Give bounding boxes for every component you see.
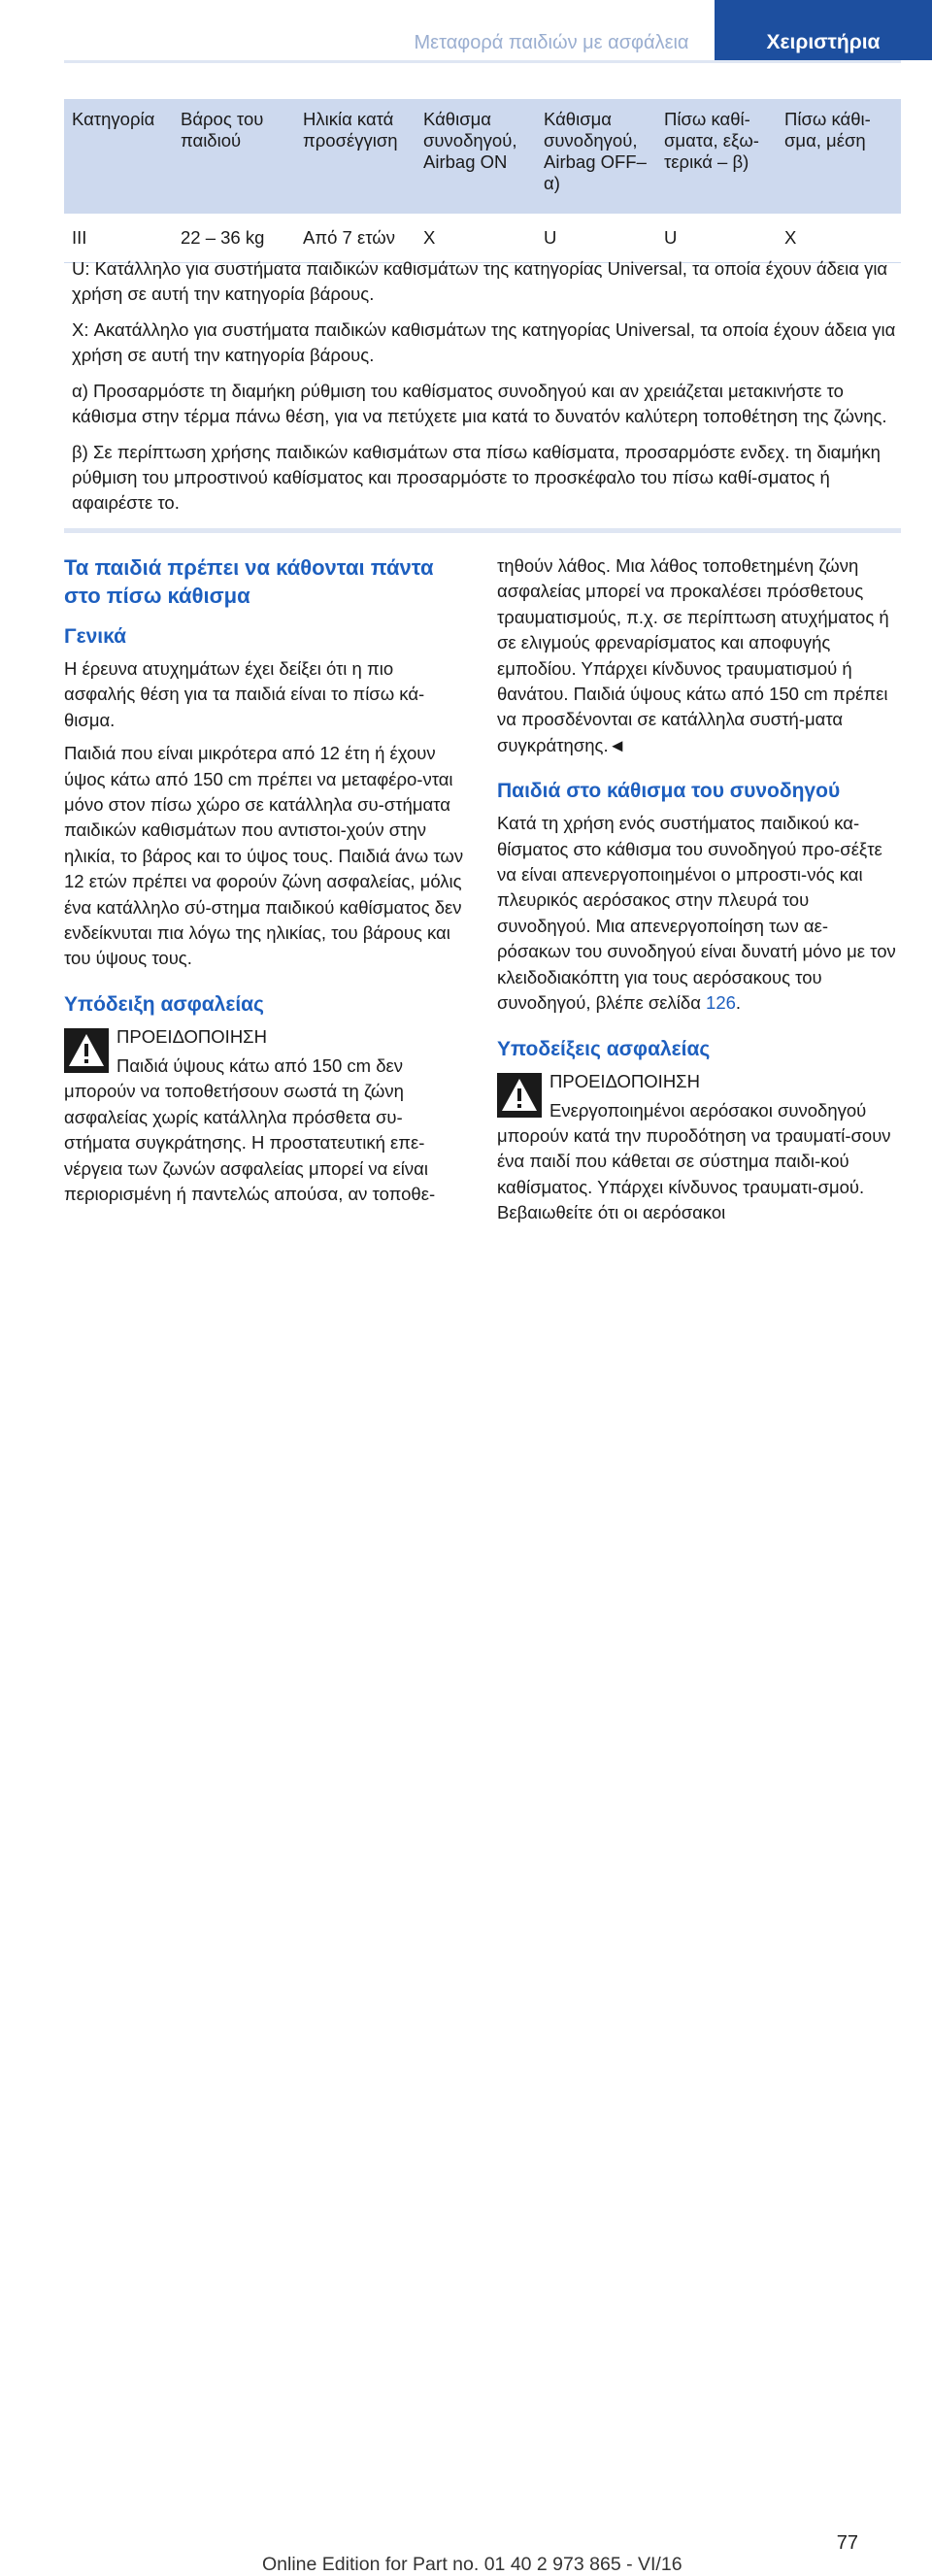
safety-note-heading: Υπόδειξη ασφαλείας: [64, 992, 264, 1016]
note-beta: β) Σε περίπτωση χρήσης παιδικών καθισμάτων στα πίσω καθίσματα, προσαρμόστε ενδεχ. τη διαμήκη ρύθμιση του μπροστινού καθίσματος και προσαρμόστε το προσκέφαλο του πίσω καθί-σματος ή αφαιρέστε το.: [72, 442, 881, 513]
passenger-paragraph: [497, 811, 901, 1016]
warning-text: Ενεργοποιημένοι αερόσακοι συνοδηγού μπορούν κατά την πυροδότηση να τραυματί-σουν ένα παιδί που κάθεται σε σύστημα παιδι-κού καθίσματος. Υπάρχει κίνδυνος τραυματι-σμού. Βεβαιωθείτε ότι οι αερόσακοι: [497, 1099, 891, 1223]
header-passenger-airbag-off: Κάθισμα συνοδηγού, Airbag OFF– α): [536, 99, 656, 214]
table-cell: X: [416, 214, 536, 263]
table-notes: [64, 256, 901, 526]
header-divider: [64, 60, 901, 63]
table-cell: U: [536, 214, 656, 263]
note-u: U: Κατάλληλο για συστήματα παιδικών καθισμάτων της κατηγορίας Universal, τα οποία έχουν άδεια για χρήση σε αυτή την κατηγορία βάρους.: [72, 258, 888, 304]
passenger-seat-heading: Παιδιά στο κάθισμα του συνοδηγού: [497, 780, 841, 803]
general-heading: Γενικά: [64, 625, 127, 648]
warning-text: Παιδιά ύψους κάτω από 150 cm δεν μπορούν να τοποθετήσουν σωστά τη ζώνη ασφαλείας χωρίς κατάλληλα πρόσθετα συ-στήματα συγκράτησης. Η προστατευτική επε-νέργεια των ζωνών ασφαλείας μπορεί να είναι περιορισμένη ή παντελώς απούσα, αν τοποθε-: [64, 1054, 436, 1204]
note-x: X: Ακατάλληλο για συστήματα παιδικών καθισμάτων της κατηγορίας Universal, τα οποία έχουν άδεια για χρήση σε αυτή την κατηγορία βάρους.: [72, 319, 896, 365]
left-column: [64, 553, 468, 1215]
warning-label: ΠΡΟΕΙΔΟΠΟΙΗΣΗ: [116, 1025, 267, 1047]
table-row: [64, 214, 901, 263]
edition-note: Online Edition for Part no. 01 40 2 973 865 - VI/16: [262, 2554, 682, 2575]
page-number: 77: [836, 2532, 858, 2554]
chapter-tab[interactable]: Χειριστήρια: [715, 0, 932, 60]
child-seat-table: [64, 99, 901, 263]
table-cell: U: [656, 214, 777, 263]
page-reference-link[interactable]: 126: [706, 992, 736, 1014]
warning-triangle-icon: [64, 1028, 109, 1073]
general-paragraph-2: Παιδιά που είναι μικρότερα από 12 έτη ή έχουν ύψος κάτω από 150 cm πρέπει να μεταφέρο-νται μόνο στον πίσω χώρο σε κατάλληλα συ-στήματα παιδικών καθισμάτων που αντιστοι-χούν στην ηλικία, το βάρος και το ύψος τους. Παιδιά άνω των 12 ετών πρέπει να φορούν ζώνη ασφαλείας, μόλις ένα κατάλληλο σύ-στημα παιδικού καθίσματος δεν ενδείκνυται πια λόγω της ηλικίας, του βάρους και του ύψους τους.: [64, 743, 464, 969]
section-title: Μεταφορά παιδιών με ασφάλεια: [414, 32, 689, 53]
page-footer: [0, 1253, 932, 2575]
passenger-text-end: .: [735, 992, 742, 1014]
table-cell: X: [777, 214, 901, 263]
header-rear-middle-seat: Πίσω κάθι-σμα, μέση: [777, 99, 901, 214]
header-category: Κατηγορία: [64, 99, 173, 214]
table-header-row: [64, 99, 901, 214]
note-alpha: α) Προσαρμόστε τη διαμήκη ρύθμιση του καθίσματος συνοδηγού και αν χρειάζεται μετακινήστε το κάθισμα στην τέρμα πάνω θέση, για να πετύχετε μια κατά το δυνατόν καλύτερη τοποθέτηση της ζώνης.: [72, 381, 887, 426]
general-paragraph-1: Η έρευνα ατυχημάτων έχει δείξει ότι η πιο ασφαλής θέση για τα παιδιά είναι το πίσω κά-θισμα.: [64, 658, 425, 730]
warning-label: ΠΡΟΕΙΔΟΠΟΙΗΣΗ: [549, 1070, 700, 1091]
right-column: [497, 553, 901, 1234]
header-rear-outer-seats: Πίσω καθί-σματα, εξω-τερικά – β): [656, 99, 777, 214]
table-end-divider: [64, 528, 901, 533]
warning-continuation: τηθούν λάθος. Μια λάθος τοποθετημένη ζώνη ασφαλείας μπορεί να προκαλέσει πρόσθετους τραυματισμούς, π.χ. σε περίπτωση ατυχήματος ή σε ελιγμούς φρεναρίσματος και αποφυγής εμποδίου. Υπάρχει κίνδυνος τραυματισμού ή θανάτου. Παιδιά ύψους κάτω από 150 cm πρέπει να προσδένονται σε κατάλληλα συστή-ματα συγκράτησης.◄: [497, 555, 889, 755]
page-header: [0, 0, 932, 60]
table-cell: 22 – 36 kg: [173, 214, 295, 263]
section-heading: Τα παιδιά πρέπει να κάθονται πάντα στο πίσω κάθισμα: [64, 555, 434, 608]
header-child-weight: Βάρος του παιδιού: [173, 99, 295, 214]
table-cell: III: [64, 214, 173, 263]
safety-notes-heading: Υποδείξεις ασφαλείας: [497, 1037, 711, 1060]
header-passenger-airbag-on: Κάθισμα συνοδηγού, Airbag ON: [416, 99, 536, 214]
table-cell: Από 7 ετών: [295, 214, 416, 263]
warning-triangle-icon: [497, 1073, 542, 1118]
header-approx-age: Ηλικία κατά προσέγγιση: [295, 99, 416, 214]
passenger-text: Κατά τη χρήση ενός συστήματος παιδικού κα-θίσματος στο κάθισμα του συνοδηγού προ-σέξτε να είναι απενεργοποιημένοι ο μπροστι-νός και πλευρικός αερόσακος στην πλευρά του συνοδηγού. Μια απενεργοποίηση των αε-ρόσακων του συνοδηγού είναι δυνατή μόνο με τον κλειδοδιακόπτη για τους αερόσακους του συνοδηγού, βλέπε σελίδα: [497, 813, 896, 1014]
